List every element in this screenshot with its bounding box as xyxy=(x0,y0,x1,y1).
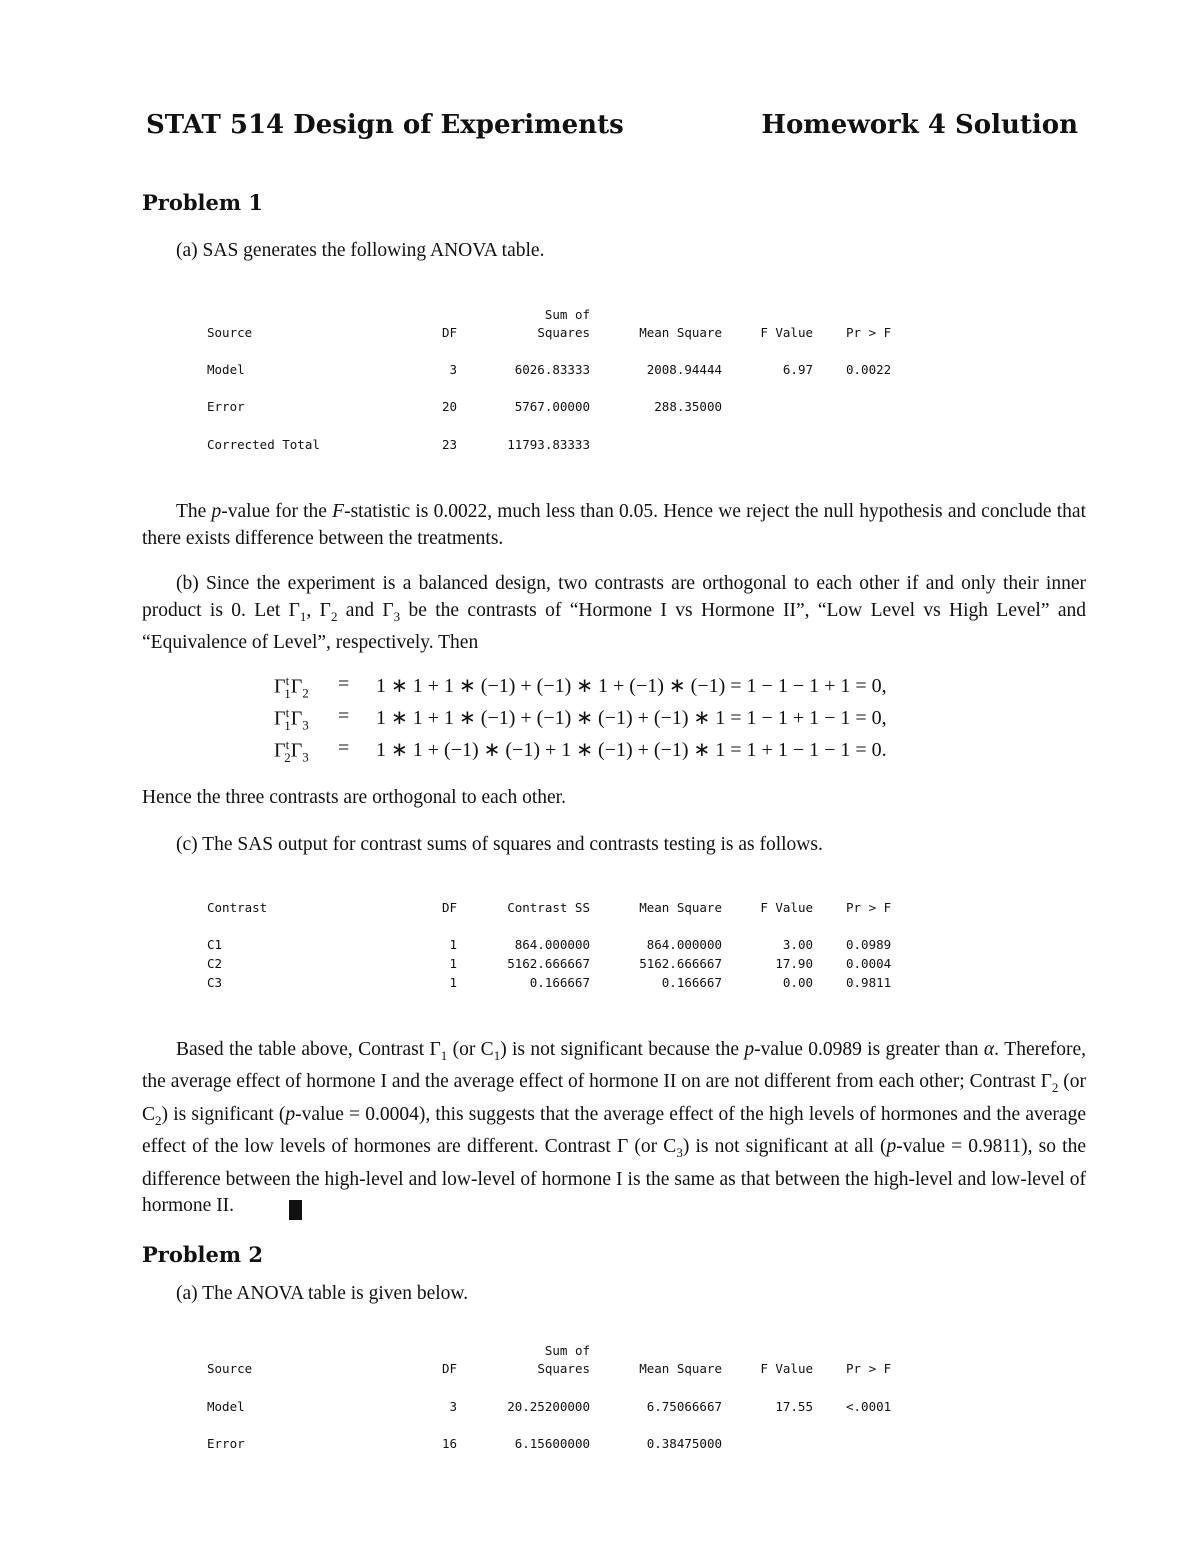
equation-1: $\Gamma^t_1\Gamma_2$ = 1 ∗ 1 + 1 ∗ (−1) + (−1) ∗ 1 + (−1) ∗ (−1) = 1 − 1 − 1 + 1 = 0, xyxy=(274,673,887,701)
p1-part-a-conclusion: The p-value for the F-statistic is 0.0022, much less than 0.05. Hence we reject the null hypothesis and conclude that there exists difference between the treatments. xyxy=(142,501,1086,549)
contrast-row-c2-ms: 5162.666667 xyxy=(639,956,722,971)
eq2-lhs-b: 3 xyxy=(302,717,309,733)
p2-header-p: Pr > F xyxy=(846,1361,892,1376)
contrast-row-c1-name: C1 xyxy=(207,937,223,952)
problem-2-heading: Problem 2 xyxy=(142,1242,264,1267)
eq3-rhs: 1 ∗ 1 + (−1) ∗ (−1) + 1 ∗ (−1) + (−1) ∗ 1 = 1 + 1 − 1 − 1 = 0. xyxy=(376,739,887,761)
eq1-rhs: 1 ∗ 1 + 1 ∗ (−1) + (−1) ∗ 1 + (−1) ∗ (−1) = 1 − 1 − 1 + 1 = 0, xyxy=(376,675,887,697)
p1-part-b-conclusion: Hence the three contrasts are orthogonal to each other. xyxy=(142,787,566,808)
row-model-ss: 6026.83333 xyxy=(514,362,590,377)
p2-row-model-ms: 6.75066667 xyxy=(646,1399,722,1414)
row-model-source: Model xyxy=(207,362,245,377)
contrast-row-c3-ms: 0.166667 xyxy=(661,975,722,990)
p2-header-source: Source xyxy=(207,1361,253,1376)
header-ms: Mean Square xyxy=(639,325,722,340)
p2-row-model-p: <.0001 xyxy=(846,1399,892,1414)
contrast-row-c3-f: 0.00 xyxy=(782,975,813,990)
row-error-ms: 288.35000 xyxy=(654,399,722,414)
contrast-header-name: Contrast xyxy=(207,900,268,915)
header-f: F Value xyxy=(760,325,813,340)
p2-header-df: DF xyxy=(441,1361,457,1376)
contrast-row-c3-p: 0.9811 xyxy=(846,975,892,990)
contrast-header-df: DF xyxy=(441,900,457,915)
contrast-row-c2-f: 17.90 xyxy=(775,956,813,971)
problem-1-heading: Problem 1 xyxy=(142,190,264,215)
contrast-row-c3-ss: 0.166667 xyxy=(529,975,590,990)
row-total-source: Corrected Total xyxy=(207,437,320,452)
p2-header-f: F Value xyxy=(760,1361,813,1376)
contrast-row-c3-df: 1 xyxy=(449,975,457,990)
header-df: DF xyxy=(441,325,457,340)
contrast-row-c2-df: 1 xyxy=(449,956,457,971)
p2-header-ss-top: Sum of xyxy=(544,1343,590,1358)
p2-part-a-intro: (a) The ANOVA table is given below. xyxy=(176,1283,469,1304)
eq1-lhs-b: 2 xyxy=(302,685,309,701)
row-total-df: 23 xyxy=(441,437,457,452)
homework-title: Homework 4 Solution xyxy=(761,110,1078,140)
equation-2: $\Gamma^t_1\Gamma_3$ = 1 ∗ 1 + 1 ∗ (−1) + (−1) ∗ (−1) + (−1) ∗ 1 = 1 − 1 + 1 − 1 = 0, xyxy=(274,705,887,733)
p2-header-ss-bottom: Squares xyxy=(537,1361,590,1376)
header-ss-bottom: Squares xyxy=(537,325,590,340)
eq3-lhs-b: 3 xyxy=(302,749,309,765)
p2-row-error-ss: 6.15600000 xyxy=(514,1436,590,1451)
p2-row-model-df: 3 xyxy=(449,1399,457,1414)
p1-part-c-conclusion: Based the table above, Contrast $\Gamma_1$ (or $C_1$) is not significant because the p-value 0.0989 is greater than α. Therefore, the average effect of hormone I and the average effect of hormone II on are not different from each other; Contrast $\Gamma_2$ (or $C_2$) is significant (p-value = 0.0004), this suggests that the average effect of the high levels of hormones and the average effect of the low levels of hormones are different. Contrast Γ (or $C_3$) is not significant at all (p-value = 0.9811), so the difference between the high-level and low-level of hormone I is the same as that between the high-level and low-level of hormone II. xyxy=(142,1039,1087,1217)
eq3-lhs-a: 2 xyxy=(284,749,291,765)
contrast-row-c1-ss: 864.000000 xyxy=(514,937,590,952)
row-error-source: Error xyxy=(207,399,245,414)
p2-row-error-source: Error xyxy=(207,1436,245,1451)
row-model-df: 3 xyxy=(449,362,457,377)
p2-row-error-ms: 0.38475000 xyxy=(646,1436,722,1451)
header-ss-top: Sum of xyxy=(544,307,590,322)
header-source: Source xyxy=(207,325,253,340)
row-model-f: 6.97 xyxy=(782,362,813,377)
p1-part-b-intro: (b) Since the experiment is a balanced design, two contrasts are orthogonal to each other if and only their inner product is 0. Let $\Gamma_1$, $\Gamma_2$ and $\Gamma_3$ be the contrasts of “Hormone I vs Hormone II”, “Low Level vs High Level” and “Equivalence of Level”, respectively. Then xyxy=(142,573,1086,653)
contrast-row-c3-name: C3 xyxy=(207,975,223,990)
contrast-row-c1-df: 1 xyxy=(449,937,457,952)
contrast-row-c2-ss: 5162.666667 xyxy=(507,956,590,971)
p1-part-c-intro: (c) The SAS output for contrast sums of squares and contrasts testing is as follows. xyxy=(176,834,823,855)
row-total-ss: 11793.83333 xyxy=(507,437,590,452)
contrast-row-c1-f: 3.00 xyxy=(782,937,813,952)
contrast-row-c1-ms: 864.000000 xyxy=(646,937,722,952)
contrast-row-c2-name: C2 xyxy=(207,956,223,971)
p2-row-model-source: Model xyxy=(207,1399,245,1414)
p2-row-model-ss: 20.25200000 xyxy=(507,1399,590,1414)
p2-row-model-f: 17.55 xyxy=(775,1399,813,1414)
eq1-lhs-a: 1 xyxy=(284,685,291,701)
row-model-p: 0.0022 xyxy=(846,362,892,377)
contrast-header-f: F Value xyxy=(760,900,813,915)
eq2-rhs: 1 ∗ 1 + 1 ∗ (−1) + (−1) ∗ (−1) + (−1) ∗ 1 = 1 − 1 + 1 − 1 = 0, xyxy=(376,707,887,729)
contrast-row-c2-p: 0.0004 xyxy=(846,956,892,971)
contrast-row-c1-p: 0.0989 xyxy=(846,937,892,952)
p2-header-ms: Mean Square xyxy=(639,1361,722,1376)
header-p: Pr > F xyxy=(846,325,892,340)
p1-part-a-intro: (a) SAS generates the following ANOVA table. xyxy=(176,240,545,261)
contrast-header-p: Pr > F xyxy=(846,900,892,915)
equation-3: $\Gamma^t_2\Gamma_3$ = 1 ∗ 1 + (−1) ∗ (−1) + 1 ∗ (−1) + (−1) ∗ 1 = 1 + 1 − 1 − 1 = 0. xyxy=(274,737,887,765)
row-model-ms: 2008.94444 xyxy=(646,362,722,377)
p2-row-error-df: 16 xyxy=(441,1436,457,1451)
contrast-header-ms: Mean Square xyxy=(639,900,722,915)
contrast-header-ss: Contrast SS xyxy=(507,900,590,915)
row-error-ss: 5767.00000 xyxy=(514,399,590,414)
course-title: STAT 514 Design of Experiments xyxy=(146,110,624,140)
row-error-df: 20 xyxy=(441,399,457,414)
qed-square-icon xyxy=(289,1200,302,1220)
eq2-lhs-a: 1 xyxy=(284,717,291,733)
